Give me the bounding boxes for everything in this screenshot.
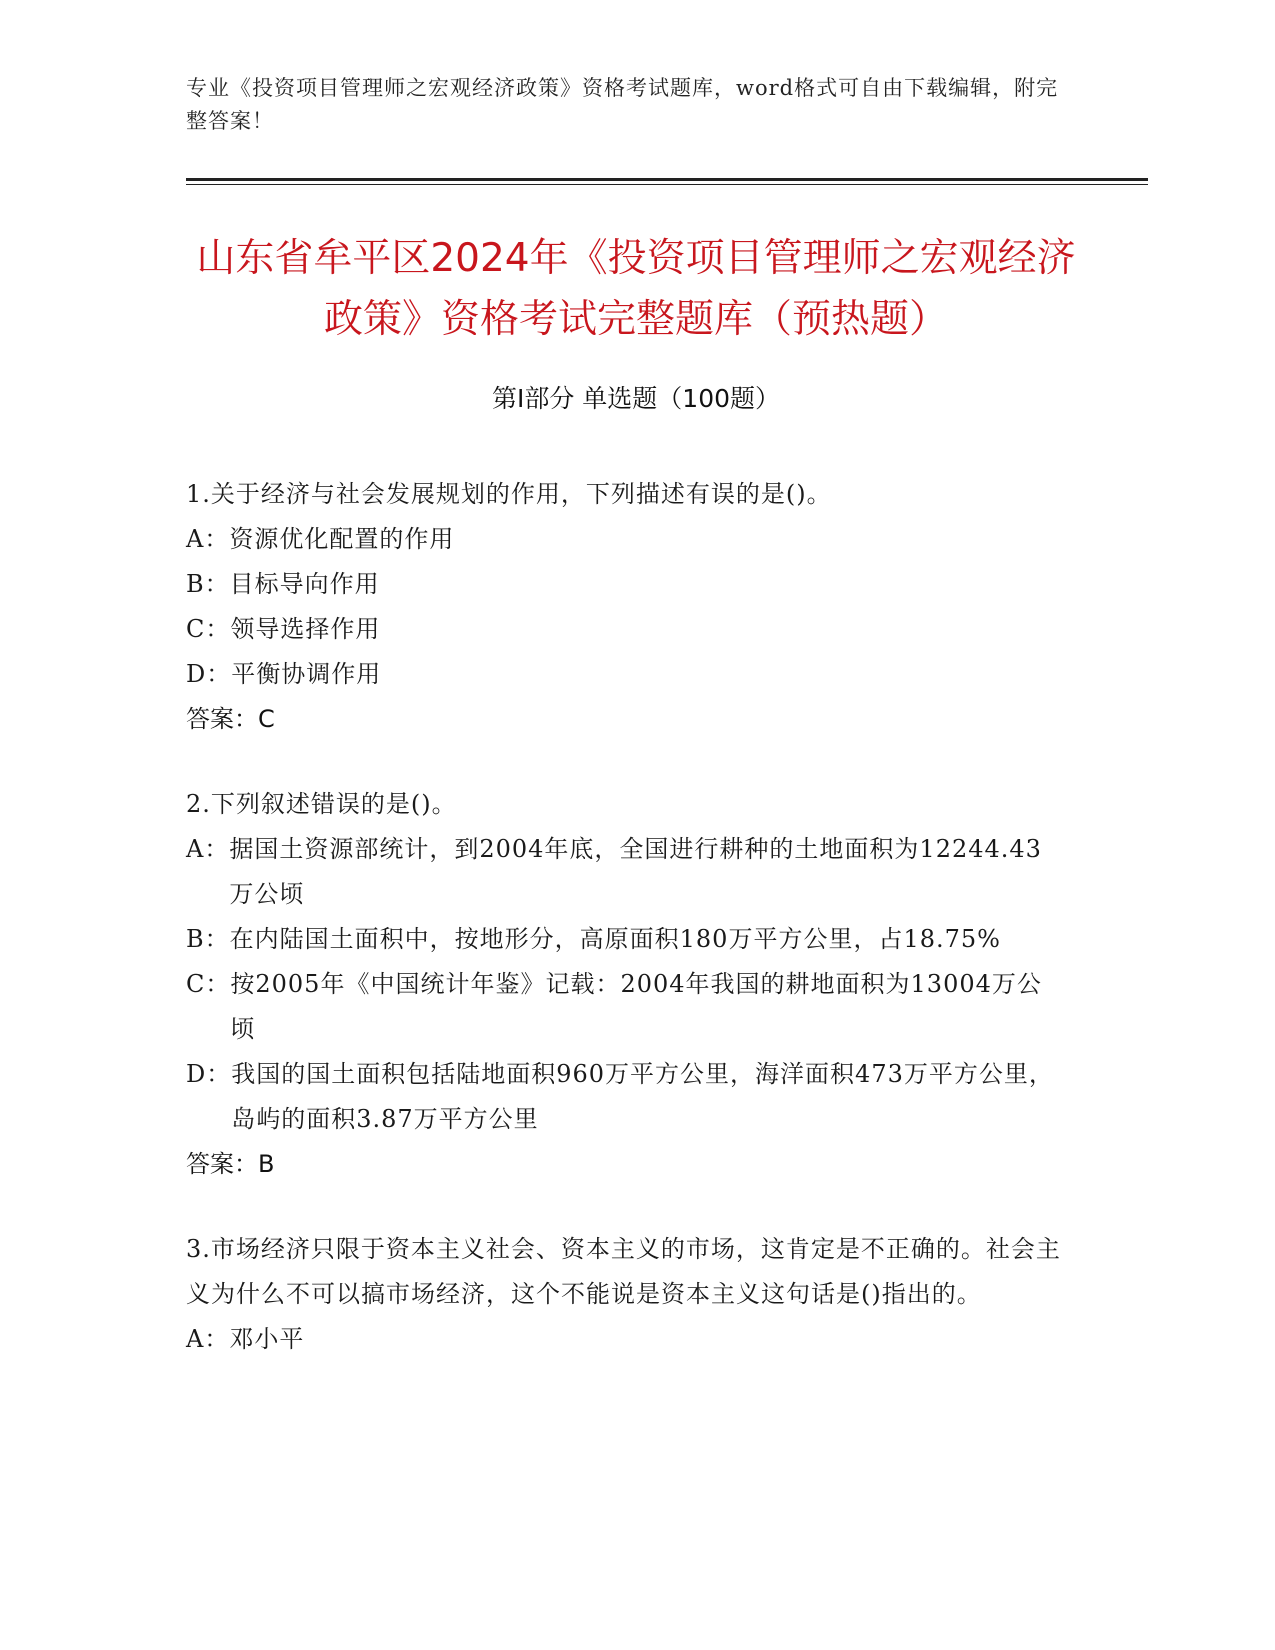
question-list bbox=[186, 472, 1066, 1402]
option-c bbox=[186, 607, 1066, 652]
question-1 bbox=[186, 472, 1066, 742]
option-letter: A： bbox=[186, 835, 230, 863]
header-note: 专业《投资项目管理师之宏观经济政策》资格考试题库，word格式可自由下载编辑，附完整答案！ bbox=[186, 76, 1059, 133]
header-divider-thin bbox=[186, 184, 1148, 185]
document-title: 山东省牟平区2024年《投资项目管理师之宏观经济政策》资格考试完整题库（预热题） bbox=[196, 236, 1076, 342]
option-text: 目标导向作用 bbox=[229, 570, 380, 598]
option-letter: C： bbox=[186, 970, 231, 998]
question-2 bbox=[186, 782, 1066, 1187]
option-letter: B： bbox=[186, 925, 230, 953]
question-stem: 3.市场经济只限于资本主义社会、资本主义的市场，这肯定是不正确的。社会主义为什么不可以搞市场经济，这个不能说是资本主义这句话是()指出的。 bbox=[186, 1235, 1061, 1308]
option-text: 在内陆国土面积中，按地形分，高原面积180万平方公里，占18.75% bbox=[229, 925, 1001, 953]
option-text: 据国土资源部统计，到2004年底，全国进行耕种的土地面积为12244.43万公顷 bbox=[229, 835, 1042, 908]
option-letter: D： bbox=[186, 660, 232, 688]
answer-value: B bbox=[258, 1150, 275, 1178]
option-text: 资源优化配置的作用 bbox=[229, 525, 455, 553]
answer-line bbox=[186, 697, 1066, 742]
option-d bbox=[186, 652, 1066, 697]
option-a bbox=[186, 827, 1066, 917]
section-title: 第I部分 单选题（100题） bbox=[491, 384, 781, 413]
header-divider-thick bbox=[186, 178, 1148, 181]
option-letter: B： bbox=[186, 570, 230, 598]
answer-prefix: 答案： bbox=[186, 705, 258, 733]
answer-value: C bbox=[258, 705, 275, 733]
option-a bbox=[186, 1317, 1066, 1362]
option-letter: C： bbox=[186, 615, 231, 643]
option-c bbox=[186, 962, 1066, 1052]
option-a bbox=[186, 517, 1066, 562]
option-text: 领导选择作用 bbox=[230, 615, 381, 643]
question-stem: 2.下列叙述错误的是()。 bbox=[186, 790, 457, 818]
option-letter: A： bbox=[186, 525, 230, 553]
question-3 bbox=[186, 1227, 1066, 1362]
option-b bbox=[186, 917, 1066, 962]
option-letter: D： bbox=[186, 1060, 232, 1088]
option-b bbox=[186, 562, 1066, 607]
option-d bbox=[186, 1052, 1066, 1142]
option-text: 平衡协调作用 bbox=[231, 660, 382, 688]
option-text: 我国的国土面积包括陆地面积960万平方公里，海洋面积473万平方公里，岛屿的面积3.87万平方公里 bbox=[231, 1060, 1054, 1133]
option-text: 邓小平 bbox=[229, 1325, 305, 1353]
question-stem: 1.关于经济与社会发展规划的作用，下列描述有误的是()。 bbox=[186, 480, 832, 508]
option-letter: A： bbox=[186, 1325, 230, 1353]
option-text: 按2005年《中国统计年鉴》记载：2004年我国的耕地面积为13004万公顷 bbox=[230, 970, 1042, 1043]
answer-prefix: 答案： bbox=[186, 1150, 258, 1178]
answer-line bbox=[186, 1142, 1066, 1187]
